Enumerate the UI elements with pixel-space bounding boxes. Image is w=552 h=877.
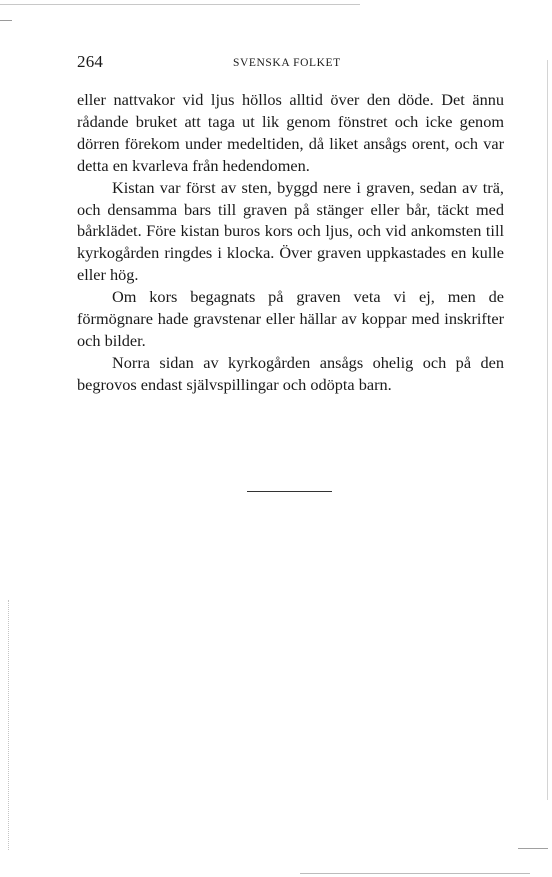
scan-edge-line [8, 600, 9, 850]
scan-edge-line [300, 873, 530, 874]
running-head: SVENSKA FOLKET [233, 57, 341, 69]
section-end-rule [247, 491, 332, 492]
page-number: 264 [77, 52, 104, 71]
paragraph: Norra sidan av kyrkogården ansågs ohelig och på den begrovos endast självspillingar och odöpta barn. [77, 352, 504, 394]
paragraph: Kistan var först av sten, byggd nere i graven, sedan av trä, och densamma bars till graven på stänger eller bår, täckt med bårklädet. Före kistan buros kors och ljus, och vid ankomsten till kyrkogården ringdes i klocka. Över graven uppkastades en kulle eller hög. [77, 177, 504, 285]
scan-edge-mark [518, 848, 548, 849]
scan-edge-mark [0, 20, 12, 21]
scan-edge-line [0, 4, 360, 5]
paragraph: eller nattvakor vid ljus höllos alltid över den döde. Det ännu rådande bruket att taga ut lik genom fönstret och icke genom dörren förekom under medeltiden, då liket ansågs orent, och var detta en kvarleva från hedendomen. [77, 90, 504, 175]
paragraph: Om kors begagnats på graven veta vi ej, men de förmögnare hade gravstenar eller hällar av koppar med inskrifter och bilder. [77, 287, 504, 350]
body-text [77, 89, 504, 396]
scan-edge-line [547, 60, 548, 800]
